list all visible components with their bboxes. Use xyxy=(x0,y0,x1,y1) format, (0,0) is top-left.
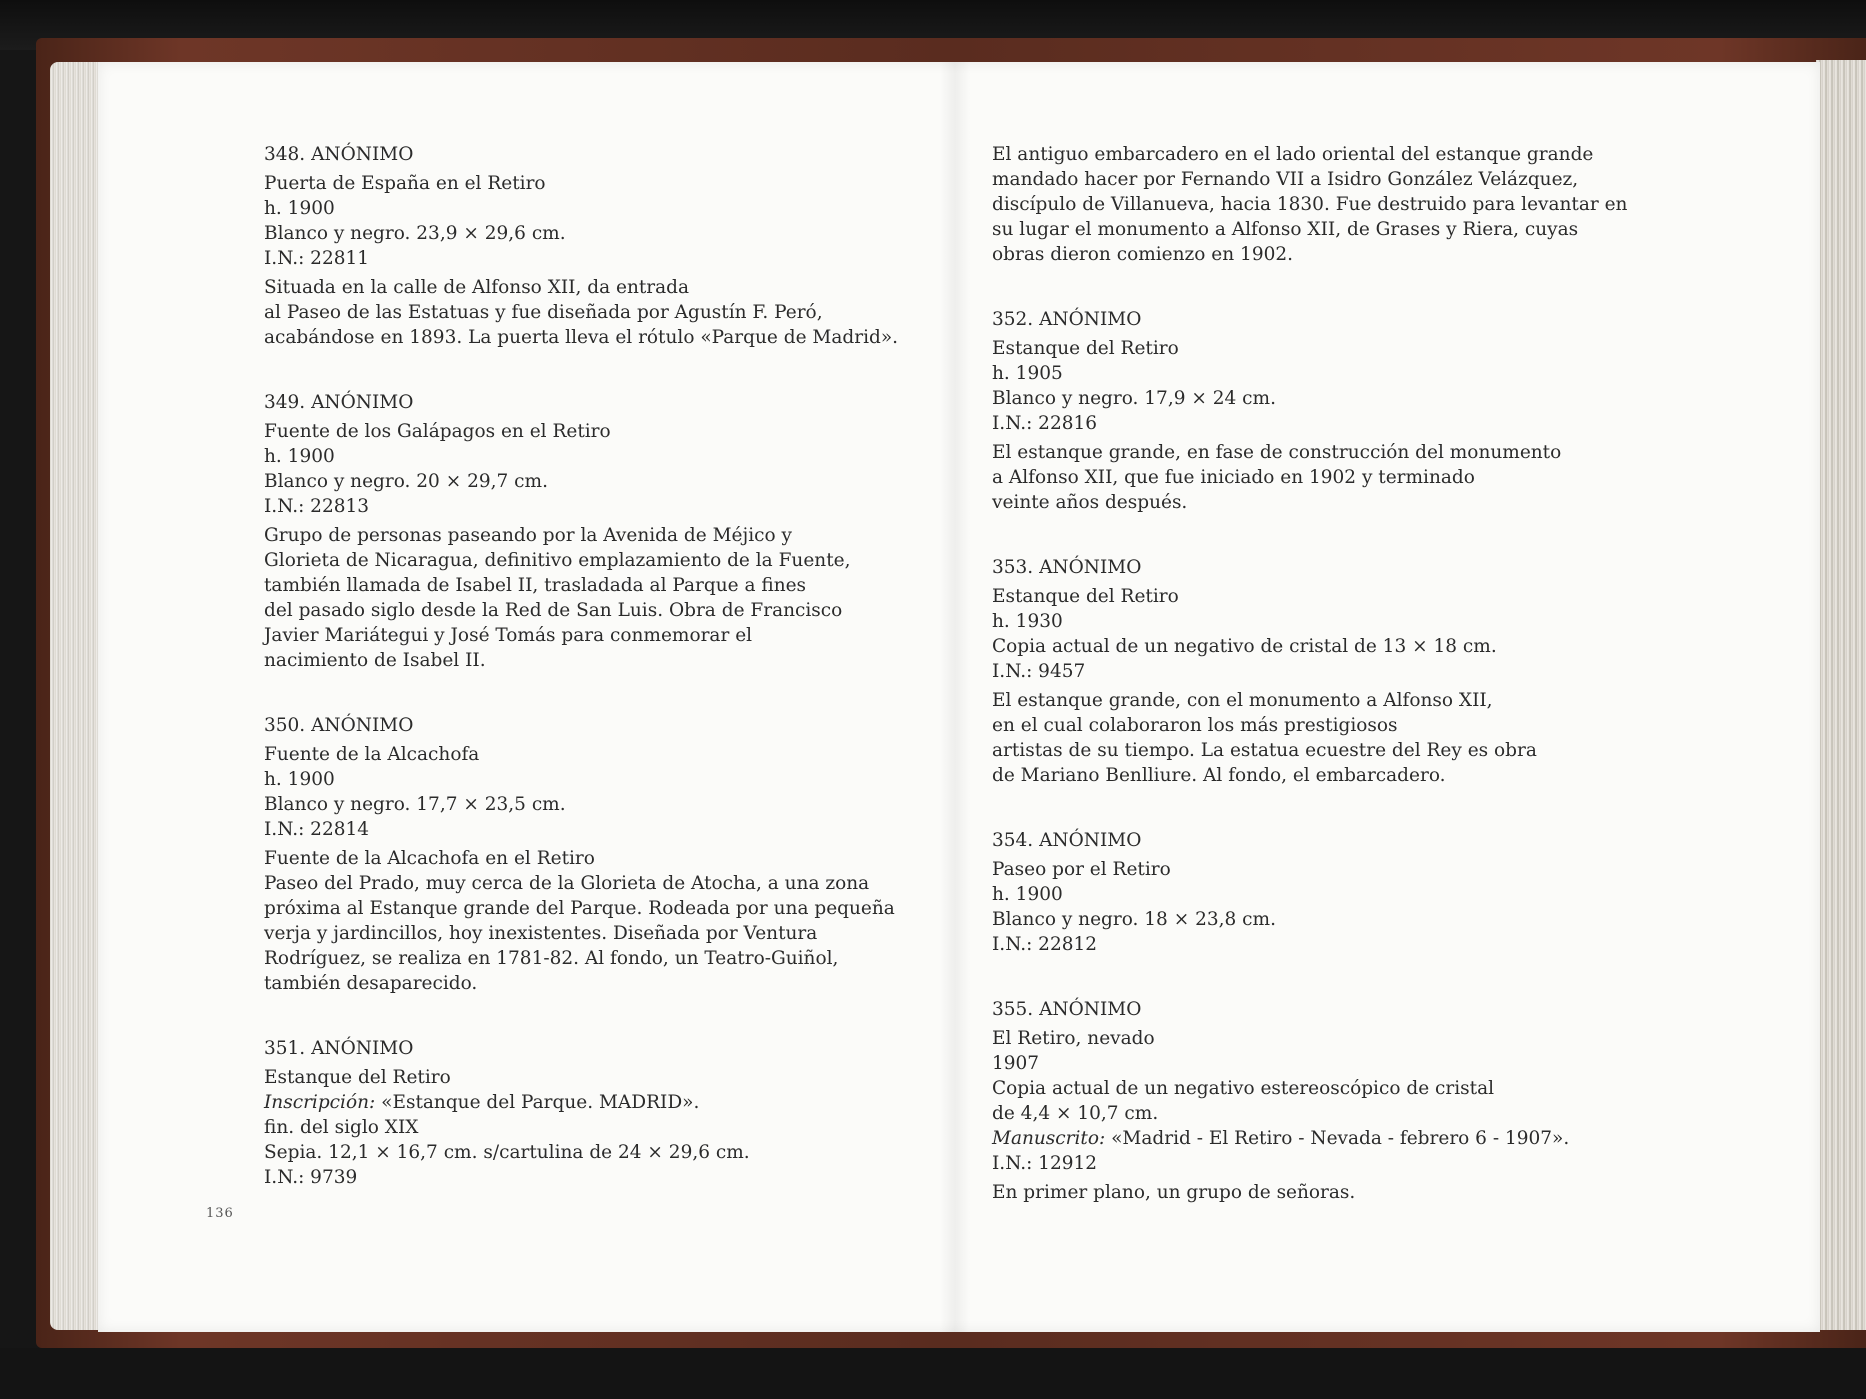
description-line: El antiguo embarcadero en el lado oriental del estanque grande xyxy=(992,144,1594,165)
description-line: veinte años después. xyxy=(992,492,1188,513)
entry-date: 1907 xyxy=(992,1053,1040,1074)
entry-date: h. 1900 xyxy=(264,769,335,790)
entry-manuscript xyxy=(992,1126,1672,1151)
catalog-entry-355 xyxy=(992,997,1672,1205)
entry-description xyxy=(992,440,1672,515)
entry-technique: Copia actual de un negativo estereoscópico de cristal xyxy=(992,1078,1495,1099)
entry-heading: 349. ANÓNIMO xyxy=(264,392,414,413)
description-line: El estanque grande, con el monumento a Alfonso XII, xyxy=(992,690,1493,711)
entry-description xyxy=(264,846,934,996)
page-edges-right xyxy=(1816,60,1866,1330)
entry-title: Fuente de la Alcachofa xyxy=(264,744,480,765)
description-line: Paseo del Prado, muy cerca de la Glorieta de Atocha, a una zona xyxy=(264,873,870,894)
entry-description: En primer plano, un grupo de señoras. xyxy=(992,1182,1356,1203)
entry-description xyxy=(992,688,1672,788)
catalog-entry-354 xyxy=(992,828,1672,957)
entry-technique: Blanco y negro. 17,7 × 23,5 cm. xyxy=(264,794,566,815)
entry-title: Fuente de los Galápagos en el Retiro xyxy=(264,421,611,442)
entry-heading: 350. ANÓNIMO xyxy=(264,715,414,736)
description-line: discípulo de Villanueva, hacia 1830. Fue destruido para levantar en xyxy=(992,194,1628,215)
description-line: obras dieron comienzo en 1902. xyxy=(992,244,1294,265)
entry-title: Paseo por el Retiro xyxy=(992,859,1171,880)
entry-technique: Sepia. 12,1 × 16,7 cm. s/cartulina de 24 × 29,6 cm. xyxy=(264,1142,750,1163)
entry-date: h. 1930 xyxy=(992,611,1063,632)
description-line: El estanque grande, en fase de construcción del monumento xyxy=(992,442,1562,463)
entry-title: Puerta de España en el Retiro xyxy=(264,173,546,194)
description-line: Rodríguez, se realiza en 1781-82. Al fondo, un Teatro-Guiñol, xyxy=(264,948,839,969)
inscription-text: «Estanque del Parque. MADRID». xyxy=(375,1092,700,1113)
description-line: acabándose en 1893. La puerta lleva el rótulo «Parque de Madrid». xyxy=(264,327,899,348)
entry-technique: Blanco y negro. 17,9 × 24 cm. xyxy=(992,388,1276,409)
description-line: también llamada de Isabel II, trasladada al Parque a fines xyxy=(264,575,807,596)
left-page-column xyxy=(264,142,934,1230)
entry-title: Estanque del Retiro xyxy=(992,586,1179,607)
description-line: mandado hacer por Fernando VII a Isidro González Velázquez, xyxy=(992,169,1579,190)
entry-inventory: I.N.: 9457 xyxy=(992,661,1086,682)
description-line: verja y jardincillos, hoy inexistentes. Diseñada por Ventura xyxy=(264,923,818,944)
entry-date: h. 1900 xyxy=(264,198,335,219)
entry-date: h. 1900 xyxy=(992,884,1063,905)
entry-heading: 355. ANÓNIMO xyxy=(992,999,1142,1020)
book-gutter xyxy=(940,62,970,1332)
description-line: al Paseo de las Estatuas y fue diseñada por Agustín F. Peró, xyxy=(264,302,823,323)
inscription-label: Inscripción: xyxy=(264,1092,376,1113)
scan-background-bottom xyxy=(0,1348,1866,1399)
description-line: Javier Mariátegui y José Tomás para conmemorar el xyxy=(264,625,753,646)
description-line: a Alfonso XII, que fue iniciado en 1902 y terminado xyxy=(992,467,1475,488)
manuscript-label: Manuscrito: xyxy=(992,1128,1106,1149)
entry-title: Estanque del Retiro xyxy=(992,338,1179,359)
description-line: en el cual colaboraron los más prestigiosos xyxy=(992,715,1398,736)
entry-heading: 353. ANÓNIMO xyxy=(992,557,1142,578)
entry-inventory: I.N.: 12912 xyxy=(992,1153,1098,1174)
entry-date: fin. del siglo XIX xyxy=(264,1117,419,1138)
description-line: Glorieta de Nicaragua, definitivo emplazamiento de la Fuente, xyxy=(264,550,851,571)
entry-inventory: I.N.: 22816 xyxy=(992,413,1098,434)
description-line: artistas de su tiempo. La estatua ecuestre del Rey es obra xyxy=(992,740,1537,761)
entry-inventory: I.N.: 22811 xyxy=(264,248,370,269)
entry-technique: Blanco y negro. 18 × 23,8 cm. xyxy=(992,909,1276,930)
entry-technique: Blanco y negro. 23,9 × 29,6 cm. xyxy=(264,223,566,244)
entry-technique: Copia actual de un negativo de cristal de 13 × 18 cm. xyxy=(992,636,1497,657)
entry-inventory: I.N.: 22813 xyxy=(264,496,370,517)
entry-heading: 352. ANÓNIMO xyxy=(992,309,1142,330)
entry-inventory: I.N.: 22812 xyxy=(992,934,1098,955)
catalog-entry-348 xyxy=(264,142,934,350)
description-line: Grupo de personas paseando por la Avenida de Méjico y xyxy=(264,525,792,546)
description-line: próxima al Estanque grande del Parque. Rodeada por una pequeña xyxy=(264,898,895,919)
catalog-entry-350 xyxy=(264,713,934,996)
entry-description xyxy=(264,523,934,673)
entry-date: h. 1905 xyxy=(992,363,1063,384)
right-page-column xyxy=(992,142,1672,1245)
description-line: del pasado siglo desde la Red de San Luis. Obra de Francisco xyxy=(264,600,843,621)
continued-description xyxy=(992,142,1672,267)
entry-heading: 354. ANÓNIMO xyxy=(992,830,1142,851)
entry-inventory: I.N.: 22814 xyxy=(264,819,370,840)
entry-inventory: I.N.: 9739 xyxy=(264,1167,358,1188)
description-line: también desaparecido. xyxy=(264,973,478,994)
description-line: Fuente de la Alcachofa en el Retiro xyxy=(264,848,595,869)
entry-title: Estanque del Retiro xyxy=(264,1067,451,1088)
description-line: su lugar el monumento a Alfonso XII, de Grases y Riera, cuyas xyxy=(992,219,1579,240)
description-line: Situada en la calle de Alfonso XII, da entrada xyxy=(264,277,690,298)
page-number: 136 xyxy=(206,1206,234,1221)
manuscript-text: «Madrid - El Retiro - Nevada - febrero 6 - 1907». xyxy=(1105,1128,1570,1149)
catalog-entry-349 xyxy=(264,390,934,673)
description-line: de Mariano Benlliure. Al fondo, el embarcadero. xyxy=(992,765,1446,786)
entry-technique: de 4,4 × 10,7 cm. xyxy=(992,1103,1159,1124)
entry-inscription xyxy=(264,1090,934,1115)
catalog-entry-353 xyxy=(992,555,1672,788)
description-line: nacimiento de Isabel II. xyxy=(264,650,486,671)
entry-heading: 351. ANÓNIMO xyxy=(264,1038,414,1059)
catalog-entry-351 xyxy=(264,1036,934,1190)
entry-technique: Blanco y negro. 20 × 29,7 cm. xyxy=(264,471,548,492)
entry-date: h. 1900 xyxy=(264,446,335,467)
entry-title: El Retiro, nevado xyxy=(992,1028,1155,1049)
entry-description xyxy=(264,275,934,350)
entry-heading: 348. ANÓNIMO xyxy=(264,144,414,165)
catalog-entry-352 xyxy=(992,307,1672,515)
